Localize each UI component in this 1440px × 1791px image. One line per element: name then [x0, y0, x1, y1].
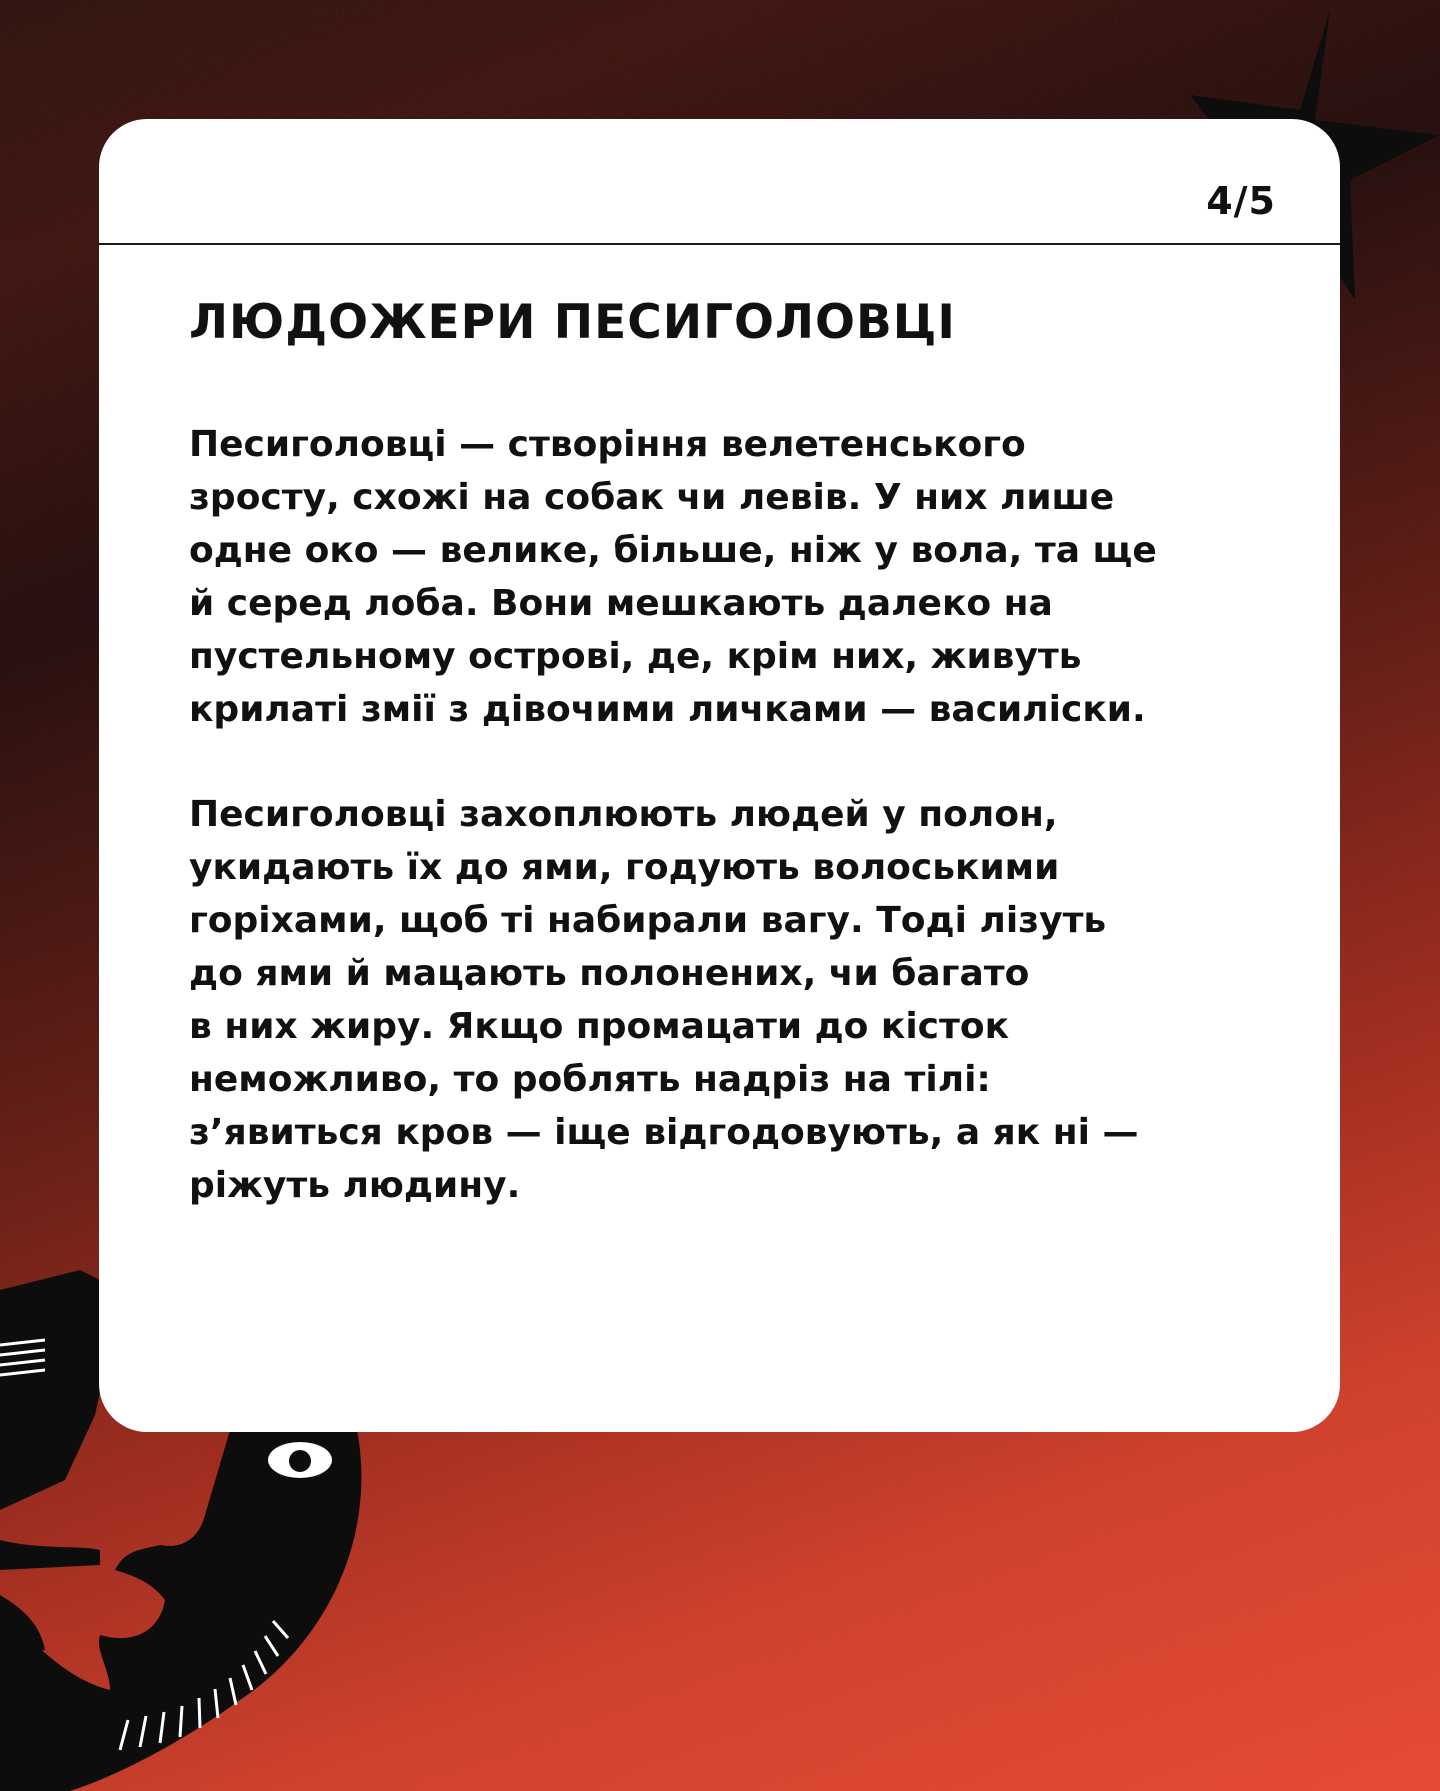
paragraph-line: неможливо, то роблять надріз на тілі: — [189, 1059, 991, 1100]
paragraph-2 — [189, 788, 1289, 1212]
paragraph-line: крилаті змії з дівочими личками — василіски. — [189, 689, 1146, 730]
paragraph-line: Песиголовці захоплюють людей у полон, — [189, 794, 1058, 835]
paragraph-line: пустельному острові, де, крім них, живуть — [189, 636, 1082, 677]
paragraph-line: укидають їх до ями, годують волоськими — [189, 847, 1060, 888]
paragraph-line: ріжуть людину. — [189, 1165, 521, 1206]
paragraph-line: до ями й мацають полонених, чи багато — [189, 953, 1030, 994]
paragraph-line: в них жиру. Якщо промацати до кісток — [189, 1006, 1010, 1047]
page-counter: 4/5 — [1206, 179, 1276, 223]
paragraph-line: зросту, схожі на собак чи левів. У них лише — [189, 477, 1115, 518]
paragraph-1 — [189, 418, 1289, 736]
divider — [99, 243, 1340, 245]
paragraph-line: й серед лоба. Вони мешкають далеко на — [189, 583, 1053, 624]
content-card — [99, 119, 1340, 1432]
paragraph-line: горіхами, щоб ті набирали вагу. Тоді лізуть — [189, 900, 1107, 941]
paragraph-line: з’явиться кров — іще відгодовують, а як ні — — [189, 1112, 1139, 1153]
page-title: ЛЮДОЖЕРИ ПЕСИГОЛОВЦІ — [189, 295, 956, 350]
paragraph-line: одне око — велике, більше, ніж у вола, та ще — [189, 530, 1157, 571]
paragraph-line: Песиголовці — створіння велетенського — [189, 424, 1026, 465]
